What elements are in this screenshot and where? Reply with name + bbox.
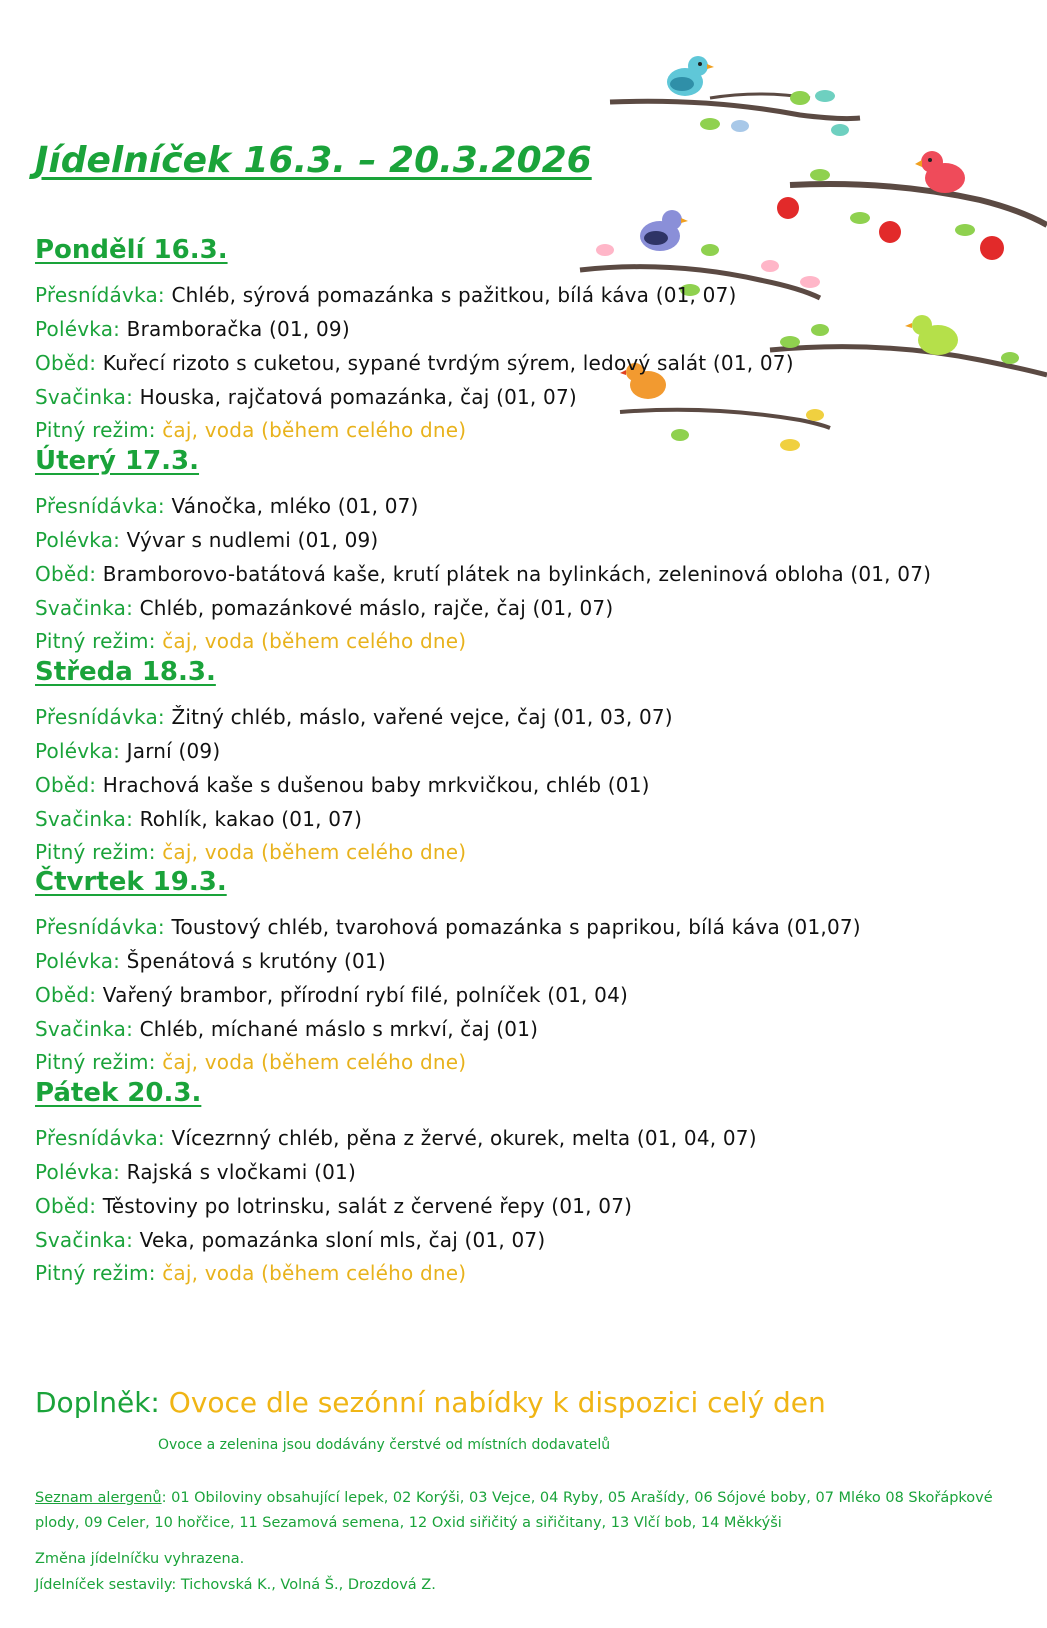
meal-label: Oběd: <box>35 351 97 375</box>
meal-text: Vánočka, mléko (01, 07) <box>171 494 419 518</box>
supplement-text: Ovoce dle sezónní nabídky k dispozici celý den <box>168 1386 826 1419</box>
meal-snack <box>35 1228 545 1252</box>
meal-label: Polévka: <box>35 1160 121 1184</box>
meal-text: Těstoviny po lotrinsku, salát z červené řepy (01, 07) <box>102 1194 633 1218</box>
allergen-list <box>35 1486 1025 1536</box>
birds-on-branches-illustration <box>560 40 1047 470</box>
meal-drinks <box>35 418 466 442</box>
meal-label: Svačinka: <box>35 1017 134 1041</box>
meal-text: Špenátová s krutóny (01) <box>126 949 386 973</box>
meal-drinks <box>35 1050 466 1074</box>
meal-label: Pitný režim: <box>35 1050 156 1074</box>
meal-label: Pitný režim: <box>35 1261 156 1285</box>
meal-text: čaj, voda (během celého dne) <box>162 629 467 653</box>
meal-breakfast <box>35 915 861 939</box>
meal-label: Polévka: <box>35 739 121 763</box>
meal-label: Přesnídávka: <box>35 705 165 729</box>
day-heading: Čtvrtek 19.3. <box>35 867 227 897</box>
meal-label: Polévka: <box>35 528 121 552</box>
meal-label: Svačinka: <box>35 596 134 620</box>
meal-lunch <box>35 983 628 1007</box>
meal-label: Oběd: <box>35 983 97 1007</box>
meal-text: Kuřecí rizoto s cuketou, sypané tvrdým sýrem, ledový salát (01, 07) <box>102 351 794 375</box>
meal-label: Pitný režim: <box>35 629 156 653</box>
meal-snack <box>35 1017 538 1041</box>
meal-label: Polévka: <box>35 317 121 341</box>
supplement-label: Doplněk: <box>35 1386 160 1419</box>
meal-text: Vícezrnný chléb, pěna z žervé, okurek, melta (01, 04, 07) <box>171 1126 757 1150</box>
allergen-text: : 01 Obiloviny obsahující lepek, 02 Korýši, 03 Vejce, 04 Ryby, 05 Arašídy, 06 Sójové boby, 07 Mléko 08 Skořápkové plody, 09 Celer, 10 hořčice, 11 Sezamová semena, 12 Oxid siřičitý a siřičitany, 13 Vlčí bob, 14 Měkkýši <box>35 1490 993 1531</box>
meal-text: Houska, rajčatová pomazánka, čaj (01, 07) <box>139 385 577 409</box>
meal-breakfast <box>35 1126 757 1150</box>
meal-text: Chléb, sýrová pomazánka s pažitkou, bílá káva (01, 07) <box>171 283 737 307</box>
meal-text: Chléb, míchané máslo s mrkví, čaj (01) <box>139 1017 539 1041</box>
meal-text: čaj, voda (během celého dne) <box>162 418 467 442</box>
meal-label: Svačinka: <box>35 807 134 831</box>
meal-lunch <box>35 351 794 375</box>
meal-label: Oběd: <box>35 1194 97 1218</box>
day-heading: Pátek 20.3. <box>35 1078 202 1108</box>
allergen-label: Seznam alergenů <box>35 1490 162 1506</box>
meal-text: Toustový chléb, tvarohová pomazánka s paprikou, bílá káva (01,07) <box>171 915 861 939</box>
meal-drinks <box>35 840 466 864</box>
meal-text: Veka, pomazánka sloní mls, čaj (01, 07) <box>139 1228 546 1252</box>
meal-lunch <box>35 562 931 586</box>
meal-label: Přesnídávka: <box>35 283 165 307</box>
meal-soup <box>35 1160 356 1184</box>
meal-breakfast <box>35 283 737 307</box>
meal-text: čaj, voda (během celého dne) <box>162 840 467 864</box>
meal-text: Rohlík, kakao (01, 07) <box>139 807 363 831</box>
meal-text: Bramborovo-batátová kaše, krutí plátek na bylinkách, zeleninová obloha (01, 07) <box>102 562 932 586</box>
meal-text: Chléb, pomazánkové máslo, rajče, čaj (01, 07) <box>139 596 614 620</box>
meal-text: Bramboračka (01, 09) <box>126 317 350 341</box>
meal-snack <box>35 807 362 831</box>
supplement-note: Ovoce a zelenina jsou dodávány čerstvé od místních dodavatelů <box>158 1437 611 1453</box>
meal-breakfast <box>35 494 419 518</box>
meal-label: Pitný režim: <box>35 840 156 864</box>
meal-text: Jarní (09) <box>126 739 221 763</box>
meal-label: Přesnídávka: <box>35 1126 165 1150</box>
meal-lunch <box>35 773 650 797</box>
meal-text: Hrachová kaše s dušenou baby mrkvičkou, chléb (01) <box>102 773 650 797</box>
change-notice: Změna jídelníčku vyhrazena. <box>35 1551 245 1567</box>
meal-label: Oběd: <box>35 773 97 797</box>
meal-label: Polévka: <box>35 949 121 973</box>
meal-snack <box>35 596 613 620</box>
meal-text: Žitný chléb, máslo, vařené vejce, čaj (01, 03, 07) <box>171 705 673 729</box>
meal-text: Rajská s vločkami (01) <box>126 1160 356 1184</box>
day-heading: Středa 18.3. <box>35 657 216 687</box>
supplement-line <box>35 1386 826 1419</box>
meal-text: čaj, voda (během celého dne) <box>162 1261 467 1285</box>
day-heading: Úterý 17.3. <box>35 446 200 476</box>
meal-label: Svačinka: <box>35 385 134 409</box>
meal-text: čaj, voda (během celého dne) <box>162 1050 467 1074</box>
meal-snack <box>35 385 577 409</box>
meal-lunch <box>35 1194 632 1218</box>
meal-soup <box>35 949 386 973</box>
meal-label: Přesnídávka: <box>35 494 165 518</box>
meal-soup <box>35 317 350 341</box>
authors-line: Jídelníček sestavily: Tichovská K., Volná Š., Drozdová Z. <box>35 1577 436 1593</box>
page-title: Jídelníček 16.3. – 20.3.2026 <box>35 140 592 181</box>
meal-label: Svačinka: <box>35 1228 134 1252</box>
meal-text: Vývar s nudlemi (01, 09) <box>126 528 379 552</box>
meal-label: Přesnídávka: <box>35 915 165 939</box>
day-heading: Pondělí 16.3. <box>35 235 228 265</box>
meal-label: Pitný režim: <box>35 418 156 442</box>
meal-breakfast <box>35 705 673 729</box>
meal-soup <box>35 528 378 552</box>
meal-soup <box>35 739 220 763</box>
meal-label: Oběd: <box>35 562 97 586</box>
meal-drinks <box>35 1261 466 1285</box>
meal-text: Vařený brambor, přírodní rybí filé, polníček (01, 04) <box>102 983 629 1007</box>
meal-drinks <box>35 629 466 653</box>
